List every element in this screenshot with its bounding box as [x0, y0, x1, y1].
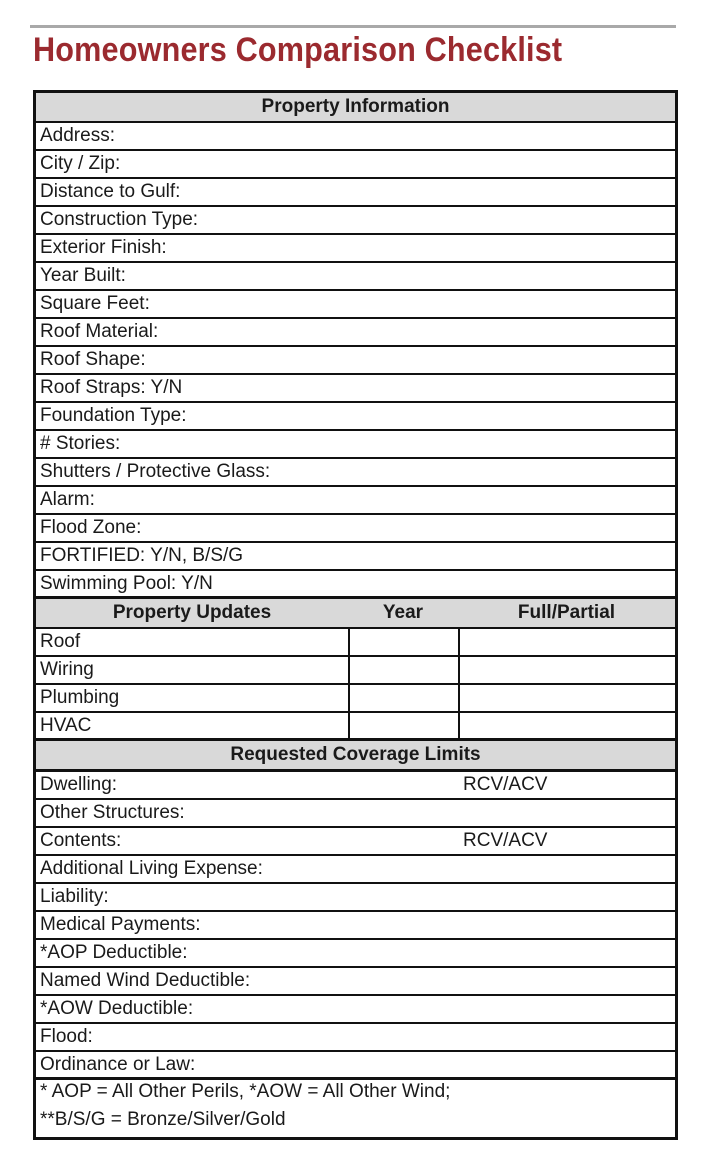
coverage-row-flood[interactable]: [36, 1024, 675, 1052]
footnote-line: * AOP = All Other Perils, *AOW = All Other Wind;: [40, 1081, 451, 1102]
form-row-shutters[interactable]: [36, 459, 675, 487]
coverage-row-medical-payments[interactable]: [36, 912, 675, 940]
field-label: Ordinance or Law:: [40, 1053, 196, 1075]
year-cell[interactable]: [348, 657, 458, 683]
form-row-roof-material[interactable]: [36, 319, 675, 347]
column-header-property-updates: Property Updates: [112, 602, 272, 623]
field-label: Roof Straps: Y/N: [40, 377, 183, 398]
form-row-swimming-pool[interactable]: [36, 571, 675, 599]
form-row-alarm[interactable]: [36, 487, 675, 515]
coverage-row-named-wind-deductible[interactable]: [36, 968, 675, 996]
field-label: Dwelling:: [40, 774, 118, 795]
form-row-foundation-type[interactable]: [36, 403, 675, 431]
field-label: Roof Material:: [40, 321, 159, 342]
form-row-distance-to-gulf[interactable]: [36, 179, 675, 207]
section-header-property-information: Property Information: [36, 93, 675, 123]
field-label: Roof Shape:: [40, 349, 146, 370]
coverage-row-additional-living-expense[interactable]: [36, 856, 675, 884]
update-label: Roof: [40, 631, 81, 652]
column-header-year: Year: [382, 602, 424, 623]
field-label: Foundation Type:: [40, 405, 187, 426]
form-row-square-feet[interactable]: [36, 291, 675, 319]
field-label: Construction Type:: [40, 209, 199, 230]
rcv-acv-label: RCV/ACV: [463, 830, 548, 851]
field-label: City / Zip:: [40, 153, 121, 174]
coverage-row-contents[interactable]: [36, 828, 675, 856]
update-label: Plumbing: [40, 687, 120, 708]
full-partial-cell[interactable]: [458, 685, 675, 711]
section-header-coverage-limits: Requested Coverage Limits: [36, 741, 675, 772]
coverage-row-aow-deductible[interactable]: [36, 996, 675, 1024]
field-label: Distance to Gulf:: [40, 181, 181, 202]
field-label: Year Built:: [40, 265, 126, 286]
field-label: FORTIFIED: Y/N, B/S/G: [40, 545, 244, 566]
field-label: Square Feet:: [40, 293, 150, 314]
field-label: Swimming Pool: Y/N: [40, 572, 213, 594]
form-row-roof-straps[interactable]: [36, 375, 675, 403]
coverage-row-liability[interactable]: [36, 884, 675, 912]
update-label: Wiring: [40, 659, 94, 680]
field-label: Other Structures:: [40, 802, 185, 823]
field-label: Flood Zone:: [40, 517, 142, 538]
field-label: Exterior Finish:: [40, 237, 167, 258]
field-label: Medical Payments:: [40, 914, 201, 935]
field-label: Additional Living Expense:: [40, 858, 263, 879]
update-row-plumbing: [36, 685, 675, 713]
field-label: Alarm:: [40, 489, 95, 510]
field-label: *AOP Deductible:: [40, 942, 188, 963]
coverage-row-dwelling[interactable]: [36, 772, 675, 800]
field-label: Named Wind Deductible:: [40, 970, 251, 991]
form-row-fortified[interactable]: [36, 543, 675, 571]
field-label: Address:: [40, 125, 115, 146]
field-label: *AOW Deductible:: [40, 998, 194, 1019]
field-label: Contents:: [40, 830, 122, 851]
year-cell[interactable]: [348, 629, 458, 655]
field-label: Flood:: [40, 1026, 93, 1047]
full-partial-cell[interactable]: [458, 629, 675, 655]
update-row-hvac: [36, 713, 675, 741]
form-row-exterior-finish[interactable]: [36, 235, 675, 263]
coverage-row-aop-deductible[interactable]: [36, 940, 675, 968]
full-partial-cell[interactable]: [458, 713, 675, 738]
form-row-address[interactable]: [36, 123, 675, 151]
checklist-form: [33, 90, 678, 1140]
form-row-year-built[interactable]: [36, 263, 675, 291]
form-row-construction-type[interactable]: [36, 207, 675, 235]
year-cell[interactable]: [348, 713, 458, 738]
coverage-row-ordinance-or-law[interactable]: [36, 1052, 675, 1080]
full-partial-cell[interactable]: [458, 657, 675, 683]
section-header-property-updates: [36, 599, 675, 629]
field-label: # Stories:: [40, 433, 121, 454]
field-label: Shutters / Protective Glass:: [40, 461, 271, 482]
update-label: HVAC: [40, 714, 92, 736]
field-label: Liability:: [40, 886, 109, 907]
update-row-wiring: [36, 657, 675, 685]
footnote-line: **B/S/G = Bronze/Silver/Gold: [40, 1109, 286, 1130]
form-row-city-zip[interactable]: [36, 151, 675, 179]
form-row-stories[interactable]: [36, 431, 675, 459]
column-header-full-partial: Full/Partial: [517, 602, 616, 623]
coverage-row-other-structures[interactable]: [36, 800, 675, 828]
form-row-flood-zone[interactable]: [36, 515, 675, 543]
update-row-roof: [36, 629, 675, 657]
rcv-acv-label: RCV/ACV: [463, 774, 548, 795]
year-cell[interactable]: [348, 685, 458, 711]
page-title: Homeowners Comparison Checklist: [33, 31, 563, 69]
footnotes: [36, 1078, 675, 1134]
form-row-roof-shape[interactable]: [36, 347, 675, 375]
